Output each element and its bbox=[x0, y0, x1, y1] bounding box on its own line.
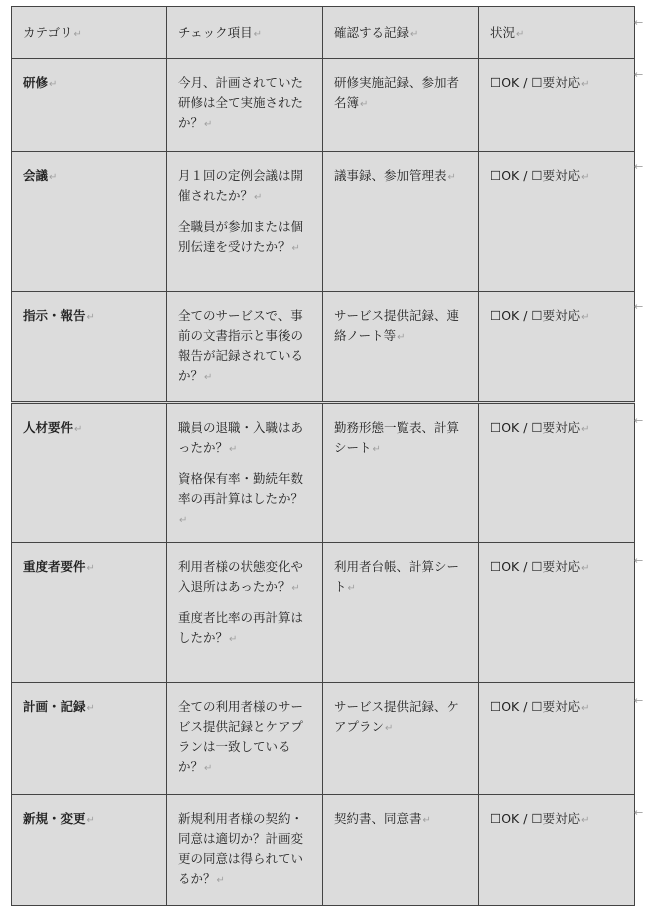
status-cell-content bbox=[479, 59, 634, 95]
check-item-text bbox=[178, 809, 312, 891]
paragraph-mark: ↵ bbox=[229, 634, 238, 645]
paragraph-mark: ↵ bbox=[86, 703, 95, 714]
paragraph-mark: ↵ bbox=[49, 172, 58, 183]
records-cell bbox=[323, 152, 479, 292]
records-cell bbox=[323, 292, 479, 403]
check-item-cell-content bbox=[167, 292, 322, 388]
check-item-label: 月１回の定例会議は開催されたか？ bbox=[178, 168, 304, 203]
records-cell-content bbox=[323, 292, 478, 348]
records-label: サービス提供記録、連絡ノート等 bbox=[334, 308, 460, 343]
status-checkbox-label[interactable]: ☐OK / ☐要対応 bbox=[490, 75, 581, 90]
status-cell-content bbox=[479, 543, 634, 579]
paragraph-mark: ↵ bbox=[581, 703, 590, 714]
header-category bbox=[12, 7, 167, 59]
category-label: 人材要件 bbox=[23, 420, 74, 435]
paragraph-mark: ↵ bbox=[581, 563, 590, 574]
category-cell bbox=[12, 683, 167, 795]
records-cell bbox=[323, 543, 479, 683]
category-cell bbox=[12, 403, 167, 543]
check-item-label: 全てのサービスで、事前の文書指示と事後の報告が記録されているか？ bbox=[178, 308, 304, 383]
status-cell bbox=[479, 683, 635, 795]
status-cell-content bbox=[479, 795, 634, 831]
records-cell-content bbox=[323, 543, 478, 599]
check-item-label: 資格保有率・勤続年数率の再計算はしたか？ bbox=[178, 471, 304, 506]
header-category-label: カテゴリ bbox=[23, 25, 73, 40]
check-item-text bbox=[178, 469, 312, 531]
check-item-cell-content bbox=[167, 59, 322, 135]
check-item-cell bbox=[167, 292, 323, 403]
records-label: 勤務形態一覧表、計算シート bbox=[334, 420, 460, 455]
records-cell bbox=[323, 403, 479, 543]
check-item-cell-content bbox=[167, 404, 322, 531]
check-item-cell bbox=[167, 403, 323, 543]
category-cell-content bbox=[12, 59, 166, 95]
category-cell bbox=[12, 543, 167, 683]
table-row bbox=[12, 152, 635, 292]
check-item-cell-content bbox=[167, 683, 322, 779]
header-check-item bbox=[167, 7, 323, 59]
category-cell bbox=[12, 59, 167, 152]
table-row bbox=[12, 403, 635, 543]
paragraph-mark: ↵ bbox=[73, 29, 82, 40]
check-item-cell-content bbox=[167, 795, 322, 891]
header-records bbox=[323, 7, 479, 59]
check-item-text bbox=[178, 418, 312, 460]
paragraph-mark: ↵ bbox=[385, 723, 394, 734]
paragraph-mark: ↵ bbox=[229, 444, 238, 455]
check-item-label: 職員の退職・入職はあったか？ bbox=[178, 420, 304, 455]
status-cell-content bbox=[479, 292, 634, 328]
paragraph-mark: ↵ bbox=[360, 99, 369, 110]
status-checkbox-label[interactable]: ☐OK / ☐要対応 bbox=[490, 559, 581, 574]
category-cell-content bbox=[12, 152, 166, 188]
check-item-text bbox=[178, 697, 312, 779]
check-item-label: 全ての利用者様のサービス提供記録とケアプランは一致しているか？ bbox=[178, 699, 304, 774]
status-cell bbox=[479, 292, 635, 403]
paragraph-mark: ↵ bbox=[204, 372, 213, 383]
check-item-cell bbox=[167, 59, 323, 152]
header-check-item-label: チェック項目 bbox=[178, 25, 253, 40]
cell-end-mark: ← bbox=[634, 68, 644, 81]
records-label: 議事録、参加管理表 bbox=[334, 168, 447, 183]
paragraph-mark: ↵ bbox=[204, 119, 213, 130]
table-row bbox=[12, 683, 635, 795]
records-cell bbox=[323, 59, 479, 152]
status-cell-content bbox=[479, 152, 634, 188]
records-cell-content bbox=[323, 683, 478, 739]
paragraph-mark: ↵ bbox=[581, 172, 590, 183]
status-checkbox-label[interactable]: ☐OK / ☐要対応 bbox=[490, 811, 581, 826]
paragraph-mark: ↵ bbox=[581, 79, 590, 90]
cell-end-mark: ← bbox=[634, 694, 644, 707]
header-row bbox=[12, 7, 635, 59]
category-label: 会議 bbox=[23, 168, 49, 183]
paragraph-mark: ↵ bbox=[291, 583, 300, 594]
status-cell-content bbox=[479, 683, 634, 719]
check-item-cell bbox=[167, 683, 323, 795]
table-row bbox=[12, 292, 635, 403]
paragraph-mark: ↵ bbox=[86, 815, 95, 826]
status-cell bbox=[479, 403, 635, 543]
check-item-text bbox=[178, 557, 312, 599]
category-label: 研修 bbox=[23, 75, 49, 90]
status-checkbox-label[interactable]: ☐OK / ☐要対応 bbox=[490, 308, 581, 323]
status-cell bbox=[479, 543, 635, 683]
check-item-cell bbox=[167, 543, 323, 683]
category-label: 重度者要件 bbox=[23, 559, 86, 574]
paragraph-mark: ↵ bbox=[49, 79, 58, 90]
records-cell-content bbox=[323, 59, 478, 115]
category-cell bbox=[12, 152, 167, 292]
paragraph-mark: ↵ bbox=[372, 444, 381, 455]
checklist-table bbox=[11, 6, 635, 906]
paragraph-mark: ↵ bbox=[254, 192, 263, 203]
status-cell bbox=[479, 59, 635, 152]
records-cell bbox=[323, 683, 479, 795]
category-cell bbox=[12, 795, 167, 906]
check-item-label: 今月、計画されていた研修は全て実施されたか？ bbox=[178, 75, 304, 130]
category-label: 新規・変更 bbox=[23, 811, 86, 826]
paragraph-mark: ↵ bbox=[516, 29, 525, 40]
paragraph-mark: ↵ bbox=[86, 563, 95, 574]
category-cell bbox=[12, 292, 167, 403]
paragraph-mark: ↵ bbox=[291, 243, 300, 254]
records-cell bbox=[323, 795, 479, 906]
table-row bbox=[12, 795, 635, 906]
paragraph-mark: ↵ bbox=[581, 424, 590, 435]
status-checkbox-label[interactable]: ☐OK / ☐要対応 bbox=[490, 699, 581, 714]
check-item-cell-content bbox=[167, 543, 322, 650]
check-item-cell-content bbox=[167, 152, 322, 259]
cell-end-mark: ← bbox=[634, 16, 644, 29]
paragraph-mark: ↵ bbox=[581, 312, 590, 323]
status-cell-content bbox=[479, 404, 634, 440]
paragraph-mark: ↵ bbox=[422, 815, 431, 826]
records-label: 研修実施記録、参加者名簿 bbox=[334, 75, 460, 110]
table-row bbox=[12, 543, 635, 683]
status-cell bbox=[479, 152, 635, 292]
paragraph-mark: ↵ bbox=[86, 312, 95, 323]
status-cell bbox=[479, 795, 635, 906]
records-cell-content bbox=[323, 152, 478, 188]
status-checkbox-label[interactable]: ☐OK / ☐要対応 bbox=[490, 168, 581, 183]
check-item-label: 利用者様の状態変化や入退所はあったか？ bbox=[178, 559, 304, 594]
records-label: 利用者台帳、計算シート bbox=[334, 559, 460, 594]
check-item-text bbox=[178, 306, 312, 388]
paragraph-mark: ↵ bbox=[179, 515, 188, 526]
cell-end-mark: ← bbox=[634, 554, 644, 567]
header-status-label: 状況 bbox=[490, 25, 516, 40]
check-item-text bbox=[178, 608, 312, 650]
category-cell-content bbox=[12, 404, 166, 440]
records-label: 契約書、同意書 bbox=[334, 811, 422, 826]
status-checkbox-label[interactable]: ☐OK / ☐要対応 bbox=[490, 420, 581, 435]
paragraph-mark: ↵ bbox=[410, 29, 419, 40]
check-item-text bbox=[178, 217, 312, 259]
paragraph-mark: ↵ bbox=[204, 763, 213, 774]
check-item-cell bbox=[167, 152, 323, 292]
paragraph-mark: ↵ bbox=[74, 424, 83, 435]
table-row bbox=[12, 59, 635, 152]
records-cell-content bbox=[323, 404, 478, 460]
paragraph-mark: ↵ bbox=[397, 332, 406, 343]
paragraph-mark: ↵ bbox=[253, 29, 263, 40]
category-cell-content bbox=[12, 543, 166, 579]
paragraph-mark: ↵ bbox=[447, 172, 456, 183]
records-cell-content bbox=[323, 795, 478, 831]
category-label: 計画・記録 bbox=[23, 699, 86, 714]
check-item-label: 新規利用者様の契約・同意は適切か？計画変更の同意は得られているか？ bbox=[178, 811, 304, 886]
cell-end-mark: ← bbox=[634, 300, 644, 313]
check-item-text bbox=[178, 73, 312, 135]
paragraph-mark: ↵ bbox=[216, 875, 225, 886]
header-status bbox=[479, 7, 635, 59]
paragraph-mark: ↵ bbox=[347, 583, 356, 594]
check-item-cell bbox=[167, 795, 323, 906]
paragraph-mark: ↵ bbox=[581, 815, 590, 826]
cell-end-mark: ← bbox=[634, 160, 644, 173]
category-cell-content bbox=[12, 683, 166, 719]
check-item-label: 重度者比率の再計算はしたか？ bbox=[178, 610, 304, 645]
category-cell-content bbox=[12, 292, 166, 328]
check-item-text bbox=[178, 166, 312, 208]
check-item-label: 全職員が参加または個別伝達を受けたか？ bbox=[178, 219, 304, 254]
cell-end-mark: ← bbox=[634, 414, 644, 427]
category-cell-content bbox=[12, 795, 166, 831]
header-records-label: 確認する記録 bbox=[334, 25, 410, 40]
category-label: 指示・報告 bbox=[23, 308, 86, 323]
cell-end-mark: ← bbox=[634, 806, 644, 819]
records-label: サービス提供記録、ケアプラン bbox=[334, 699, 460, 734]
